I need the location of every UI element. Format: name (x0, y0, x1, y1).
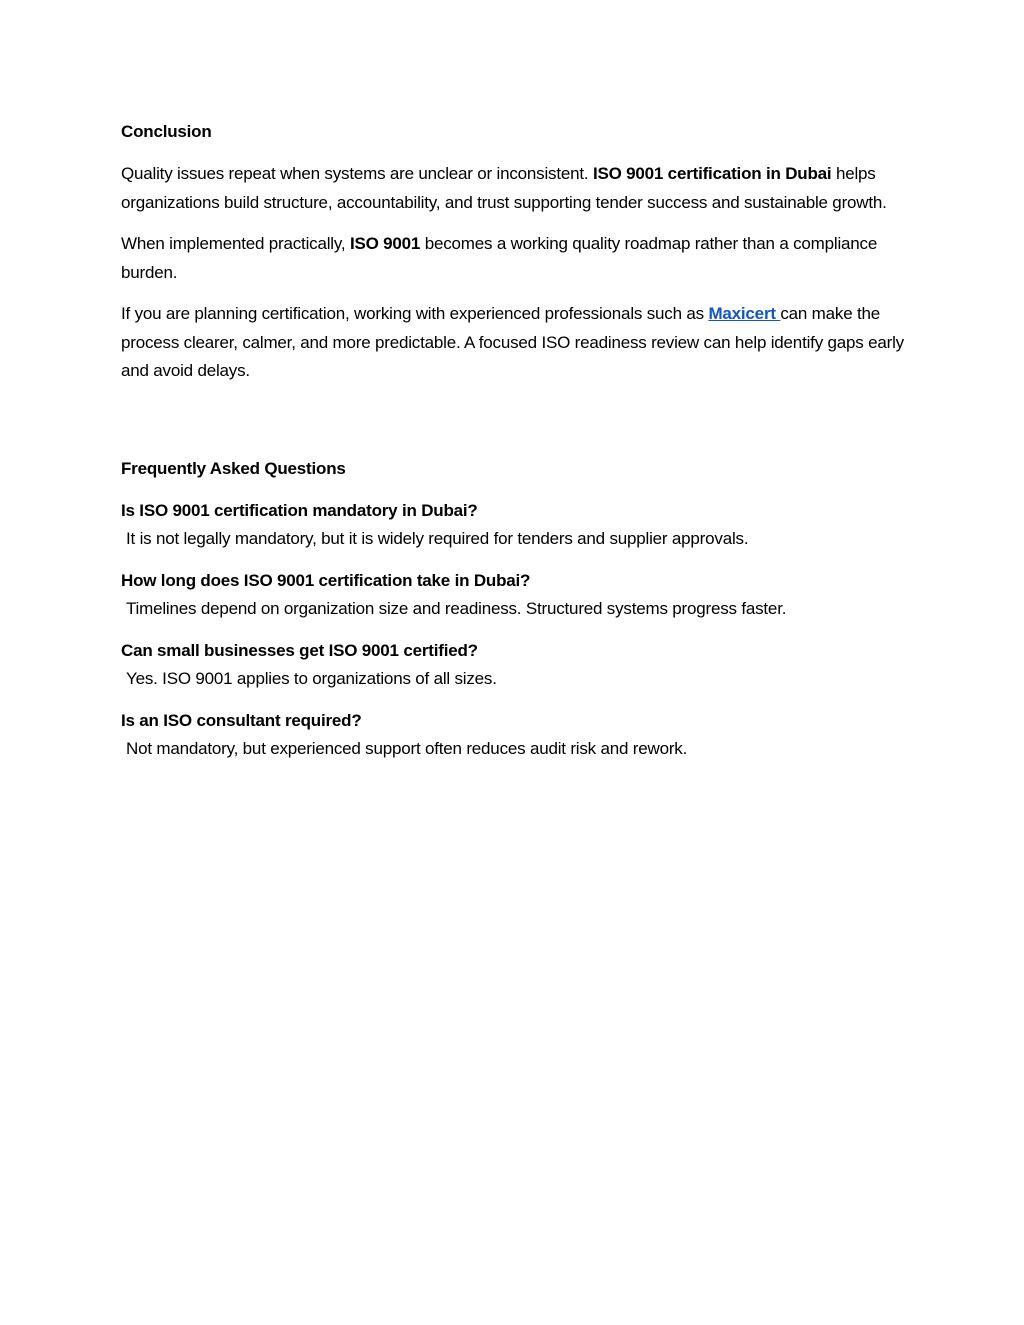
conclusion-p2-text-b: becomes a working quality roadmap rather than a compliance burden. (121, 234, 878, 282)
conclusion-heading: Conclusion (121, 122, 212, 141)
faq-item (121, 567, 911, 624)
section-spacer (121, 399, 911, 455)
conclusion-p1-bold: ISO 9001 certification in Dubai (592, 164, 832, 183)
conclusion-paragraph-1 (121, 160, 911, 217)
conclusion-paragraph-3 (121, 300, 911, 386)
conclusion-p3-text-b: can make the process clearer, calmer, and more predictable. A focused ISO readiness review can help identify gaps early and avoid delays. (121, 304, 904, 380)
faq-item (121, 707, 911, 764)
faq-answer: Timelines depend on organization size and readiness. Structured systems progress faster. (126, 599, 787, 618)
faq-item (121, 497, 911, 554)
faq-item (121, 637, 911, 694)
conclusion-paragraph-2 (121, 230, 911, 287)
faq-question: Can small businesses get ISO 9001 certified? (121, 640, 478, 660)
conclusion-p2-bold: ISO 9001 (349, 234, 421, 253)
faq-answer: Not mandatory, but experienced support often reduces audit risk and rework. (126, 739, 688, 758)
document-page (121, 118, 911, 777)
conclusion-p2-text-a: When implemented practically, (121, 234, 350, 253)
faq-question: Is ISO 9001 certification mandatory in Dubai? (121, 500, 478, 520)
conclusion-p1-text-b: helps organizations build structure, accountability, and trust supporting tender success and sustainable growth. (121, 164, 887, 212)
faq-heading: Frequently Asked Questions (121, 458, 346, 478)
maxicert-link[interactable]: Maxicert (708, 304, 781, 323)
faq-answer: Yes. ISO 9001 applies to organizations of all sizes. (126, 669, 497, 688)
conclusion-p1-text-a: Quality issues repeat when systems are unclear or inconsistent. (121, 164, 593, 183)
faq-question: Is an ISO consultant required? (121, 710, 362, 730)
conclusion-p3-text-a: If you are planning certification, working with experienced professionals such as (121, 304, 709, 323)
faq-question: How long does ISO 9001 certification take in Dubai? (121, 570, 531, 590)
faq-answer: It is not legally mandatory, but it is widely required for tenders and supplier approvals. (126, 529, 749, 548)
